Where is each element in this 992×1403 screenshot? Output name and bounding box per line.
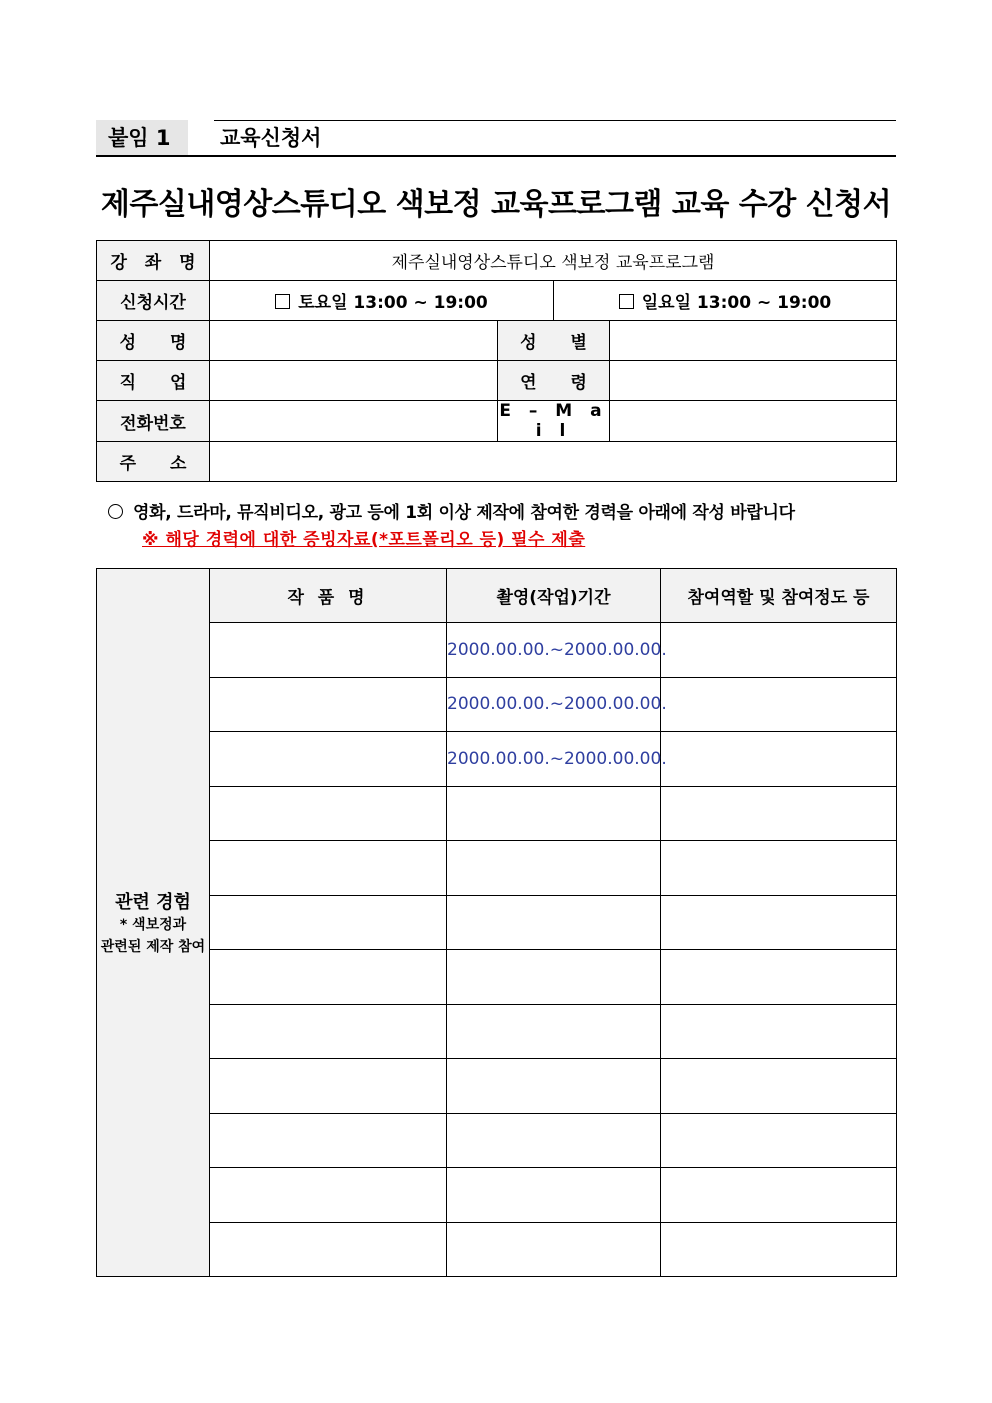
work-title-cell[interactable] (210, 1059, 447, 1114)
experience-row (97, 786, 897, 841)
gender-label: 성 별 (498, 321, 610, 361)
period-cell[interactable] (447, 1222, 661, 1277)
experience-side-label (97, 569, 210, 1277)
work-title-cell[interactable] (210, 732, 447, 787)
time-option-sunday[interactable] (554, 281, 897, 321)
gender-field[interactable] (610, 321, 897, 361)
role-cell[interactable] (661, 1222, 897, 1277)
period-cell[interactable] (447, 786, 661, 841)
phone-field[interactable] (210, 401, 498, 442)
period-cell[interactable] (447, 895, 661, 950)
work-title-cell[interactable] (210, 786, 447, 841)
address-label: 주 소 (97, 442, 210, 482)
period-cell[interactable] (447, 1004, 661, 1059)
saturday-option-text: 토요일 13:00 ~ 19:00 (298, 293, 488, 313)
experience-row (97, 677, 897, 732)
role-cell[interactable] (661, 1113, 897, 1168)
work-title-cell[interactable] (210, 1222, 447, 1277)
job-field[interactable] (210, 361, 498, 401)
work-title-cell[interactable] (210, 895, 447, 950)
experience-side-sub1: * 색보정과 (119, 916, 187, 933)
col-period: 촬영(작업)기간 (447, 569, 661, 623)
experience-row (97, 841, 897, 896)
experience-row (97, 895, 897, 950)
work-title-cell[interactable] (210, 623, 447, 678)
period-cell[interactable]: 2000.00.00.~2000.00.00. (447, 677, 661, 732)
col-work-title: 작 품 명 (210, 569, 447, 623)
email-field[interactable] (610, 401, 897, 442)
email-label: E – M a i l (499, 401, 608, 441)
time-label: 신청시간 (97, 281, 210, 321)
experience-table (96, 568, 897, 1277)
name-label: 성 명 (97, 321, 210, 361)
circle-bullet-icon (108, 504, 123, 519)
period-cell[interactable]: 2000.00.00.~2000.00.00. (447, 732, 661, 787)
address-field[interactable] (210, 442, 897, 482)
period-cell[interactable] (447, 1059, 661, 1114)
instruction-text: 영화, 드라마, 뮤직비디오, 광고 등에 1회 이상 제작에 참여한 경력을 아래에 작성 바랍니다 (133, 503, 795, 523)
time-option-saturday[interactable] (210, 281, 554, 321)
role-cell[interactable] (661, 1004, 897, 1059)
period-cell[interactable] (447, 1168, 661, 1223)
role-cell[interactable] (661, 1168, 897, 1223)
page-title: 제주실내영상스튜디오 색보정 교육프로그램 교육 수강 신청서 (100, 187, 892, 222)
experience-side-title: 관련 경험 (115, 891, 191, 913)
period-cell[interactable] (447, 1113, 661, 1168)
name-field[interactable] (210, 321, 498, 361)
course-value: 제주실내영상스튜디오 색보정 교육프로그램 (210, 241, 897, 281)
role-cell[interactable] (661, 623, 897, 678)
experience-row (97, 1059, 897, 1114)
col-role: 참여역할 및 참여정도 등 (661, 569, 897, 623)
role-cell[interactable] (661, 895, 897, 950)
age-label: 연 령 (498, 361, 610, 401)
experience-row (97, 1168, 897, 1223)
sunday-checkbox[interactable] (619, 294, 634, 309)
applicant-info-table (96, 240, 897, 482)
experience-row (97, 950, 897, 1005)
period-cell[interactable]: 2000.00.00.~2000.00.00. (447, 623, 661, 678)
role-cell[interactable] (661, 950, 897, 1005)
age-field[interactable] (610, 361, 897, 401)
course-label: 강 좌 명 (97, 241, 210, 281)
experience-row (97, 732, 897, 787)
role-cell[interactable] (661, 841, 897, 896)
experience-row (97, 1222, 897, 1277)
work-title-cell[interactable] (210, 1113, 447, 1168)
work-title-cell[interactable] (210, 1168, 447, 1223)
experience-instruction (108, 498, 795, 523)
period-cell[interactable] (447, 950, 661, 1005)
experience-row (97, 1004, 897, 1059)
header-bottom-rule (96, 155, 896, 157)
experience-row (97, 623, 897, 678)
role-cell[interactable] (661, 677, 897, 732)
experience-row (97, 1113, 897, 1168)
saturday-checkbox[interactable] (275, 294, 290, 309)
work-title-cell[interactable] (210, 950, 447, 1005)
role-cell[interactable] (661, 786, 897, 841)
experience-side-sub2: 관련된 제작 참여 (100, 938, 206, 955)
work-title-cell[interactable] (210, 677, 447, 732)
attachment-header (96, 120, 896, 156)
phone-label: 전화번호 (97, 401, 210, 442)
required-proof-notice: ※ 해당 경력에 대한 증빙자료(*포트폴리오 등) 필수 제출 (142, 530, 586, 550)
work-title-cell[interactable] (210, 841, 447, 896)
work-title-cell[interactable] (210, 1004, 447, 1059)
role-cell[interactable] (661, 1059, 897, 1114)
sunday-option-text: 일요일 13:00 ~ 19:00 (641, 293, 832, 313)
job-label: 직 업 (97, 361, 210, 401)
attachment-title: 교육신청서 (220, 126, 322, 150)
role-cell[interactable] (661, 732, 897, 787)
attachment-tag: 붙임 1 (96, 120, 188, 156)
period-cell[interactable] (447, 841, 661, 896)
